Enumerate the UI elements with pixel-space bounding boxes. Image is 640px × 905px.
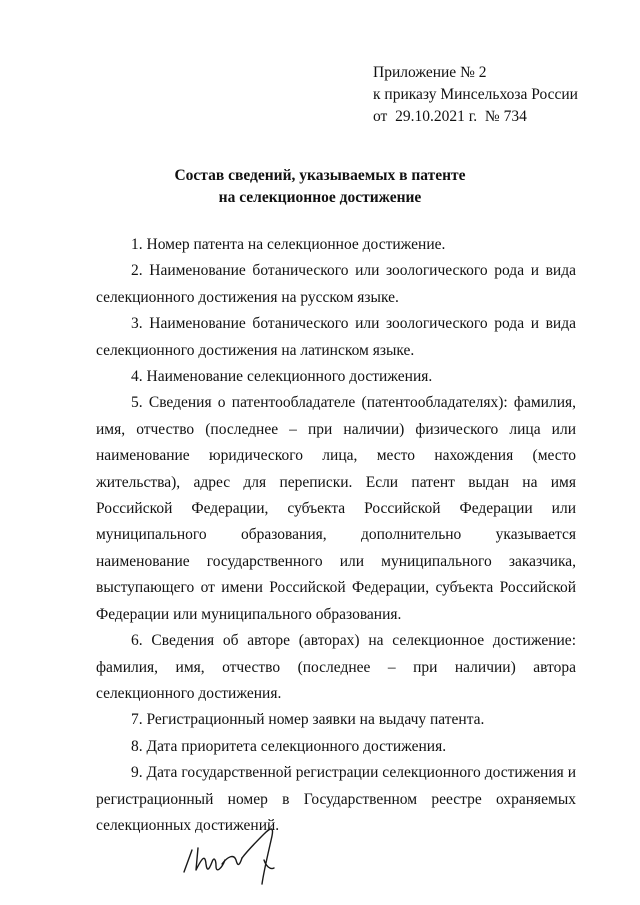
list-item-5: 5. Сведения о патентообладателе (патентообладателях): фамилия, имя, отчество (последнее – при наличии) физического лица или наименование юридического лица, место нахождения (место жительства), адрес для переписки. Если патент выдан на имя Российской Федерации, субъекта Российской Федерации или муниципального образования, дополнительно указывается наименование государственного или муниципального заказчика, выступающего от имени Российской Федерации, субъекта Российской Федерации или муниципального образования.	[96, 394, 576, 623]
handwritten-signature-icon	[178, 820, 288, 890]
order-reference: к приказу Минсельхоза России	[373, 86, 578, 103]
appendix-header	[373, 62, 578, 128]
list-item-2: 2. Наименование ботанического или зоологического рода и вида селекционного достижения на русском языке.	[96, 262, 576, 306]
document-body	[96, 232, 576, 839]
list-item-3: 3. Наименование ботанического или зоологического рода и вида селекционного достижения на латинском языке.	[96, 315, 576, 359]
list-item-8: 8. Дата приоритета селекционного достижения.	[131, 737, 447, 755]
document-title	[0, 165, 640, 209]
list-item-9: 9. Дата государственной регистрации селекционного достижения и регистрационный номер в Государственном реестре охраняемых селекционных достижений.	[96, 764, 576, 834]
title-line-2: на селекционное достижение	[218, 189, 422, 206]
list-item-7: 7. Регистрационный номер заявки на выдачу патента.	[131, 711, 485, 729]
title-line-1: Состав сведений, указываемых в патенте	[174, 167, 466, 184]
appendix-number: Приложение № 2	[373, 64, 487, 81]
order-date-number: от 29.10.2021 г. № 734	[373, 108, 527, 125]
list-item-1: 1. Номер патента на селекционное достижение.	[131, 236, 446, 253]
list-item-4: 4. Наименование селекционного достижения.	[131, 368, 433, 386]
list-item-6: 6. Сведения об авторе (авторах) на селекционное достижение: фамилия, имя, отчество (последнее – при наличии) автора селекционного достижения.	[96, 632, 576, 702]
